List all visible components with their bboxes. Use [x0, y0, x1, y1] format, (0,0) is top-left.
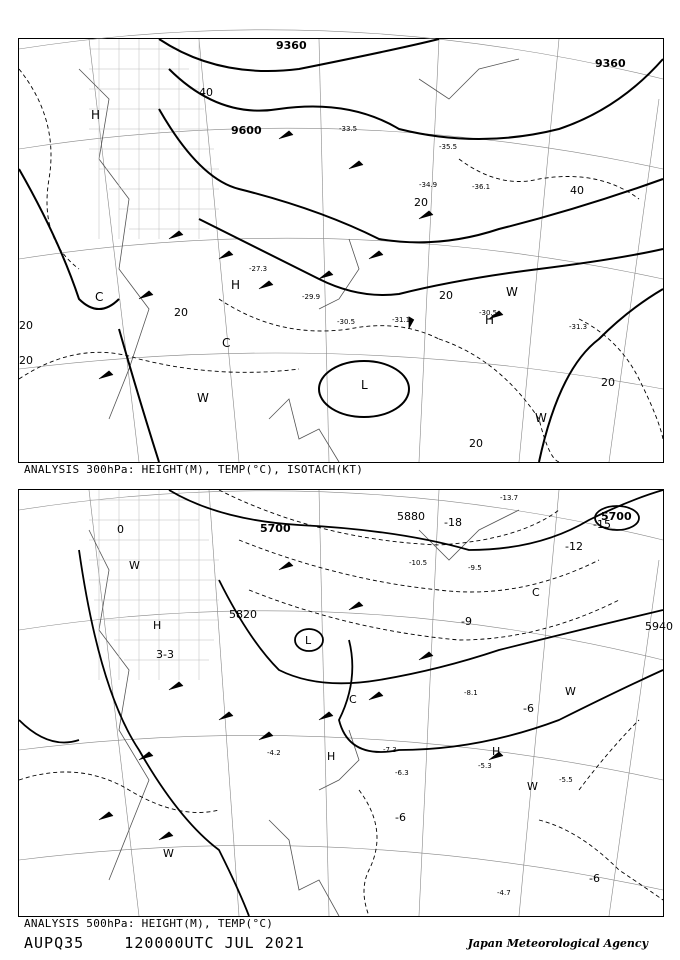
temp-label: -31.3 — [569, 323, 588, 331]
bulletin-code: AUPQ35 120000UTC JUL 2021 — [24, 934, 305, 952]
isotherm-label: 3 — [156, 648, 163, 661]
isotach-label: 40 — [570, 184, 584, 197]
temp-label: -5.3 — [478, 762, 492, 770]
temp-label: -8.1 — [464, 689, 478, 697]
high-center: H — [492, 745, 501, 758]
height-label-5880: 5880 — [397, 510, 425, 523]
warm-center: W — [197, 391, 209, 405]
high-center: H — [231, 278, 241, 292]
cold-center: C — [349, 693, 357, 706]
grid-lines — [19, 30, 663, 462]
temp-label: -7.3 — [383, 746, 397, 754]
cold-center: C — [532, 586, 540, 599]
bottom-map-labels — [117, 494, 673, 897]
isotach-label: 20 — [414, 196, 428, 209]
isotherm-label: -6 — [589, 872, 600, 885]
isotherm-label: -12 — [565, 540, 583, 553]
temp-label: -35.5 — [439, 143, 458, 151]
temp-label: -29.9 — [302, 293, 321, 301]
coastlines — [89, 510, 519, 916]
isotach-label: 20 — [601, 376, 615, 389]
warm-center: W — [506, 285, 518, 299]
map-300hpa-svg — [19, 39, 663, 462]
high-center: H — [327, 750, 336, 763]
isotach-label: 20 — [174, 306, 188, 319]
isotherm-label: -6 — [523, 702, 534, 715]
jet-hatch — [89, 39, 219, 239]
temp-label: -13.7 — [500, 494, 519, 502]
warm-center: W — [565, 685, 576, 698]
temp-label: -36.1 — [472, 183, 491, 191]
isotach-label: 20 — [439, 289, 453, 302]
agency-name: Japan Meteorological Agency — [467, 937, 648, 950]
analysis-300hpa-map — [18, 38, 664, 463]
isotach-label: 20 — [469, 437, 483, 450]
temp-label: -10.5 — [409, 559, 428, 567]
temp-label: -31.1 — [392, 316, 411, 324]
caption-300hpa: ANALYSIS 300hPa: HEIGHT(M), TEMP(°C), ISOTACH(KT) — [24, 463, 364, 476]
low-center: L — [305, 634, 312, 647]
isotach-label: 20 — [19, 319, 33, 332]
cold-pool-hatch — [89, 490, 219, 680]
isotach-label: 40 — [199, 86, 213, 99]
temp-label: -4.2 — [267, 749, 281, 757]
coastlines — [79, 59, 519, 462]
height-contours — [19, 39, 663, 462]
top-map-labels — [19, 39, 626, 450]
analysis-500hpa-map — [18, 489, 673, 917]
warm-center: W — [163, 847, 174, 860]
cold-center: C — [95, 290, 104, 304]
height-label-5940: 5940 — [645, 620, 673, 633]
isotherm-label: 0 — [117, 523, 124, 536]
isotherm-label: -3 — [163, 648, 174, 661]
temp-label: -5.5 — [559, 776, 573, 784]
warm-center: W — [535, 411, 547, 425]
high-center: H — [153, 619, 162, 632]
map-500hpa-svg — [19, 490, 673, 916]
height-label-9600: 9600 — [231, 124, 262, 137]
warm-center: W — [129, 559, 140, 572]
temp-label: -33.5 — [339, 125, 358, 133]
high-center: H — [485, 313, 495, 327]
height-label-5700-b: 5700 — [601, 510, 632, 523]
height-label-5820: 5820 — [229, 608, 257, 621]
high-center: H — [91, 108, 101, 122]
temp-label: -30.5 — [337, 318, 356, 326]
warm-center: W — [527, 780, 538, 793]
isotach-label: 20 — [19, 354, 33, 367]
temp-label: -30.5 — [479, 309, 498, 317]
wind-barbs — [99, 131, 503, 379]
temp-label: -34.9 — [419, 181, 438, 189]
wind-barbs — [99, 562, 503, 840]
height-label-9360-b: 9360 — [595, 57, 626, 70]
isotherm-label: -18 — [444, 516, 462, 529]
cold-center: C — [222, 336, 231, 350]
isotherm-label: -6 — [395, 811, 406, 824]
low-center: L — [361, 378, 368, 392]
temp-label: -6.3 — [395, 769, 409, 777]
height-label-5700-a: 5700 — [260, 522, 291, 535]
caption-500hpa: ANALYSIS 500hPa: HEIGHT(M), TEMP(°C) — [24, 917, 274, 930]
temp-label: -27.3 — [249, 265, 268, 273]
temp-label: -4.7 — [497, 889, 511, 897]
temp-label: -9.5 — [468, 564, 482, 572]
isotherm-label: -9 — [461, 615, 472, 628]
height-label-9360-a: 9360 — [276, 39, 307, 52]
height-contours — [19, 490, 663, 916]
isotherm-label: -15 — [593, 518, 611, 531]
